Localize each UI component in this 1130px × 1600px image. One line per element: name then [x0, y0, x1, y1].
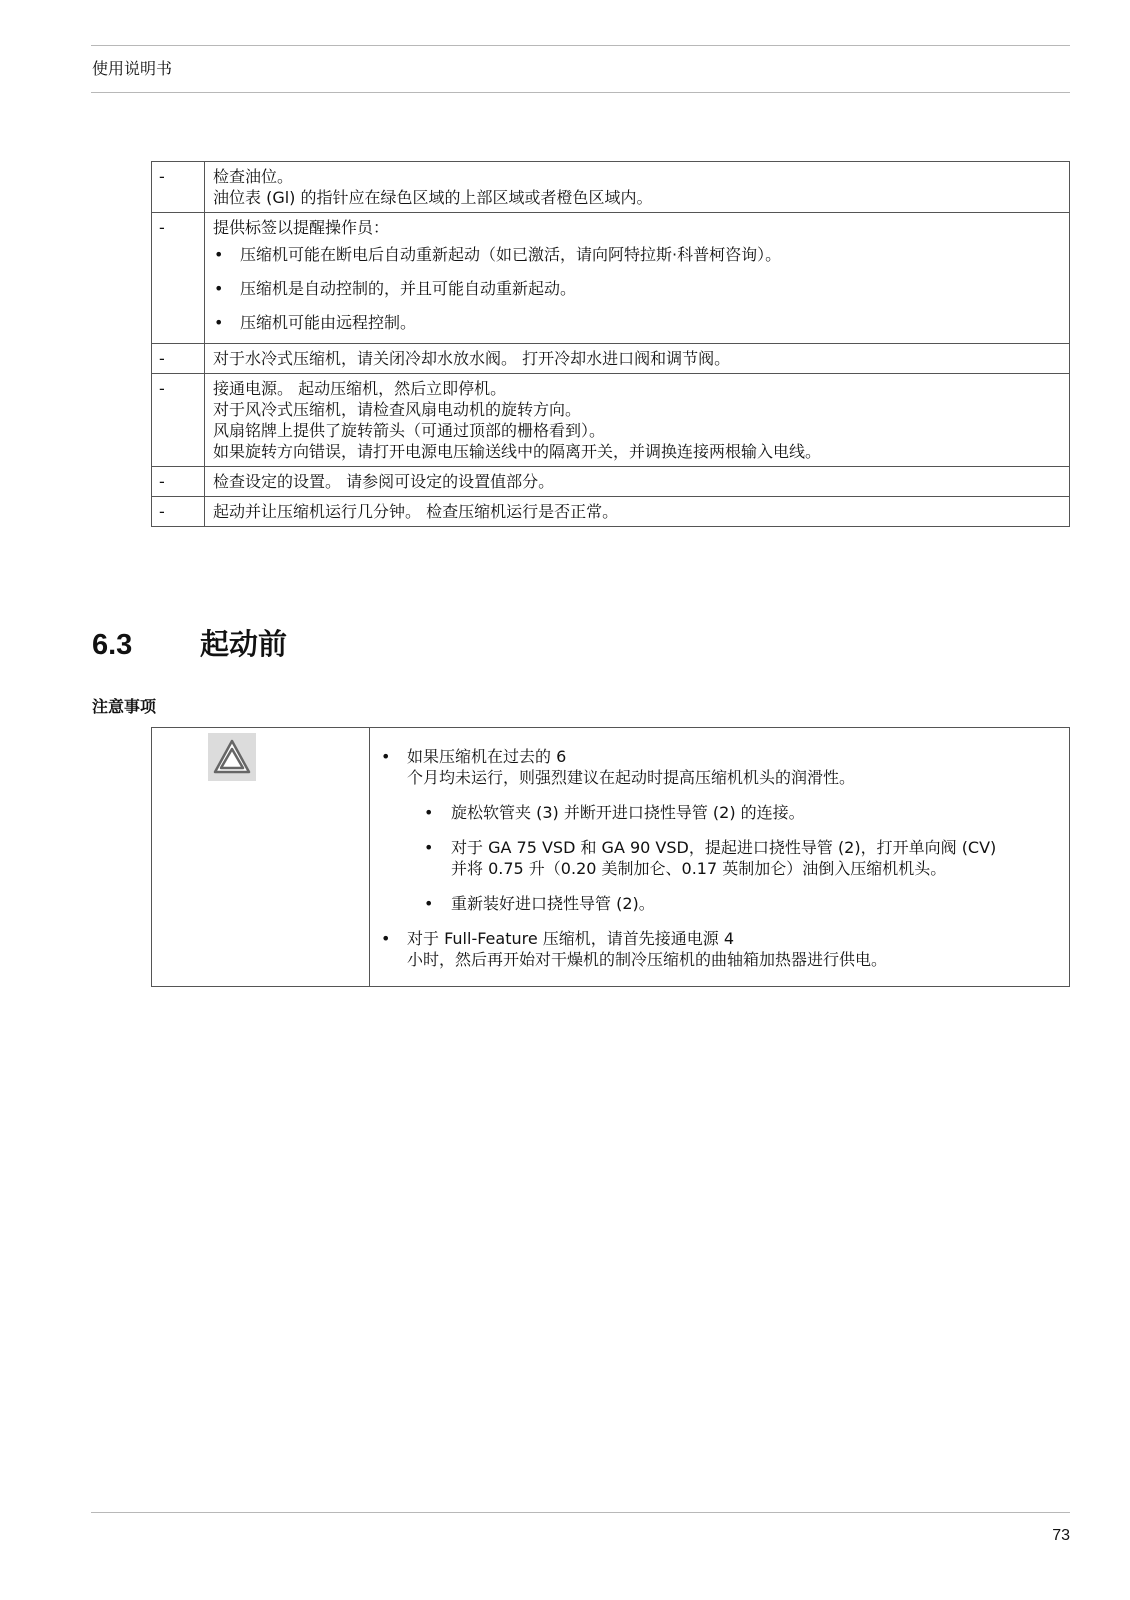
precautions-icon-cell: [152, 728, 370, 987]
step-row: [152, 344, 1070, 374]
bullet-dot: •: [214, 313, 224, 332]
step-marker: -: [152, 374, 205, 467]
precautions-text-cell: [370, 728, 1070, 987]
step-row: [152, 374, 1070, 467]
step-line: 检查设定的设置。 请参阅可设定的设置值部分。: [213, 472, 555, 491]
step-marker: -: [152, 213, 205, 344]
step-marker: -: [152, 162, 205, 213]
header-rule-top: [91, 45, 1070, 46]
precaution-item: [380, 746, 1059, 914]
bullet-dot: •: [424, 838, 434, 857]
precautions-heading: 注意事项: [92, 697, 157, 716]
step-line: 油位表 (Gl) 的指针应在绿色区域的上部区域或者橙色区域内。: [213, 188, 653, 207]
bullet-dot: •: [424, 894, 434, 913]
steps-table: [151, 161, 1070, 527]
precaution-sub-item: [407, 837, 1059, 879]
step-line: 对于风冷式压缩机，请检查风扇电动机的旋转方向。: [213, 400, 582, 419]
step-line: 对于水冷式压缩机，请关闭冷却水放水阀。 打开冷却水进口阀和调节阀。: [213, 349, 731, 368]
bullet-dot: •: [381, 747, 391, 766]
step-line: 风扇铭牌上提供了旋转箭头（可通过顶部的栅格看到）。: [213, 421, 606, 440]
precaution-sub-line: 对于 GA 75 VSD 和 GA 90 VSD，提起进口挠性导管 (2)，打开单向阀 (CV): [451, 838, 997, 857]
step-row: [152, 467, 1070, 497]
step-text: [205, 467, 1070, 497]
step-row: [152, 497, 1070, 527]
step-text: [205, 497, 1070, 527]
step-bullet-text: 压缩机可能由远程控制。: [240, 313, 417, 332]
bullet-dot: •: [214, 279, 224, 298]
step-row: [152, 213, 1070, 344]
precautions-table: [151, 727, 1070, 987]
precaution-sub-line: 旋松软管夹 (3) 并断开进口挠性导管 (2) 的连接。: [451, 803, 805, 822]
header-title: 使用说明书: [92, 59, 173, 78]
precaution-item: [380, 928, 1059, 970]
section-heading: [92, 622, 287, 663]
footer-rule: [91, 1512, 1070, 1513]
precaution-sub-item: [407, 802, 1059, 823]
precaution-line: 个月均未运行，则强烈建议在起动时提高压缩机机头的润滑性。: [407, 768, 856, 787]
step-text: [205, 344, 1070, 374]
step-marker: -: [152, 497, 205, 527]
section-title: 起动前: [200, 627, 288, 661]
step-marker: -: [152, 344, 205, 374]
bullet-dot: •: [214, 245, 224, 264]
precaution-line: 如果压缩机在过去的 6: [407, 747, 567, 766]
step-line: 检查油位。: [213, 167, 294, 186]
precaution-sub-list: [407, 802, 1059, 914]
step-row: [152, 162, 1070, 213]
step-bullet-item: [213, 244, 1061, 265]
step-line: 起动并让压缩机运行几分钟。 检查压缩机运行是否正常。: [213, 502, 619, 521]
step-line: 提供标签以提醒操作员：: [213, 218, 390, 237]
step-bullet-item: [213, 312, 1061, 333]
step-marker: -: [152, 467, 205, 497]
step-line: 如果旋转方向错误，请打开电源电压输送线中的隔离开关，并调换连接两根输入电线。: [213, 442, 822, 461]
step-text: [205, 213, 1070, 344]
precaution-sub-line: 并将 0.75 升（0.20 美制加仑、0.17 英制加仑）油倒入压缩机机头。: [451, 859, 947, 878]
header-rule-bottom: [91, 92, 1070, 93]
precaution-line: 小时，然后再开始对干燥机的制冷压缩机的曲轴箱加热器进行供电。: [407, 950, 888, 969]
precaution-sub-line: 重新装好进口挠性导管 (2)。: [451, 894, 655, 913]
bullet-dot: •: [381, 929, 391, 948]
precaution-line: 对于 Full-Feature 压缩机，请首先接通电源 4: [407, 929, 735, 948]
page-number: 73: [1052, 1527, 1070, 1544]
warning-triangle-icon: [208, 733, 256, 781]
precautions-list: [380, 746, 1059, 970]
step-bullet-list: [213, 244, 1061, 333]
section-number: 6.3: [92, 629, 133, 661]
step-text: [205, 162, 1070, 213]
bullet-dot: •: [424, 803, 434, 822]
step-bullet-text: 压缩机可能在断电后自动重新起动（如已激活，请向阿特拉斯·科普柯咨询）。: [240, 245, 782, 264]
step-bullet-item: [213, 278, 1061, 299]
step-text: [205, 374, 1070, 467]
step-line: 接通电源。 起动压缩机，然后立即停机。: [213, 379, 507, 398]
precaution-sub-item: [407, 893, 1059, 914]
step-bullet-text: 压缩机是自动控制的，并且可能自动重新起动。: [240, 279, 577, 298]
